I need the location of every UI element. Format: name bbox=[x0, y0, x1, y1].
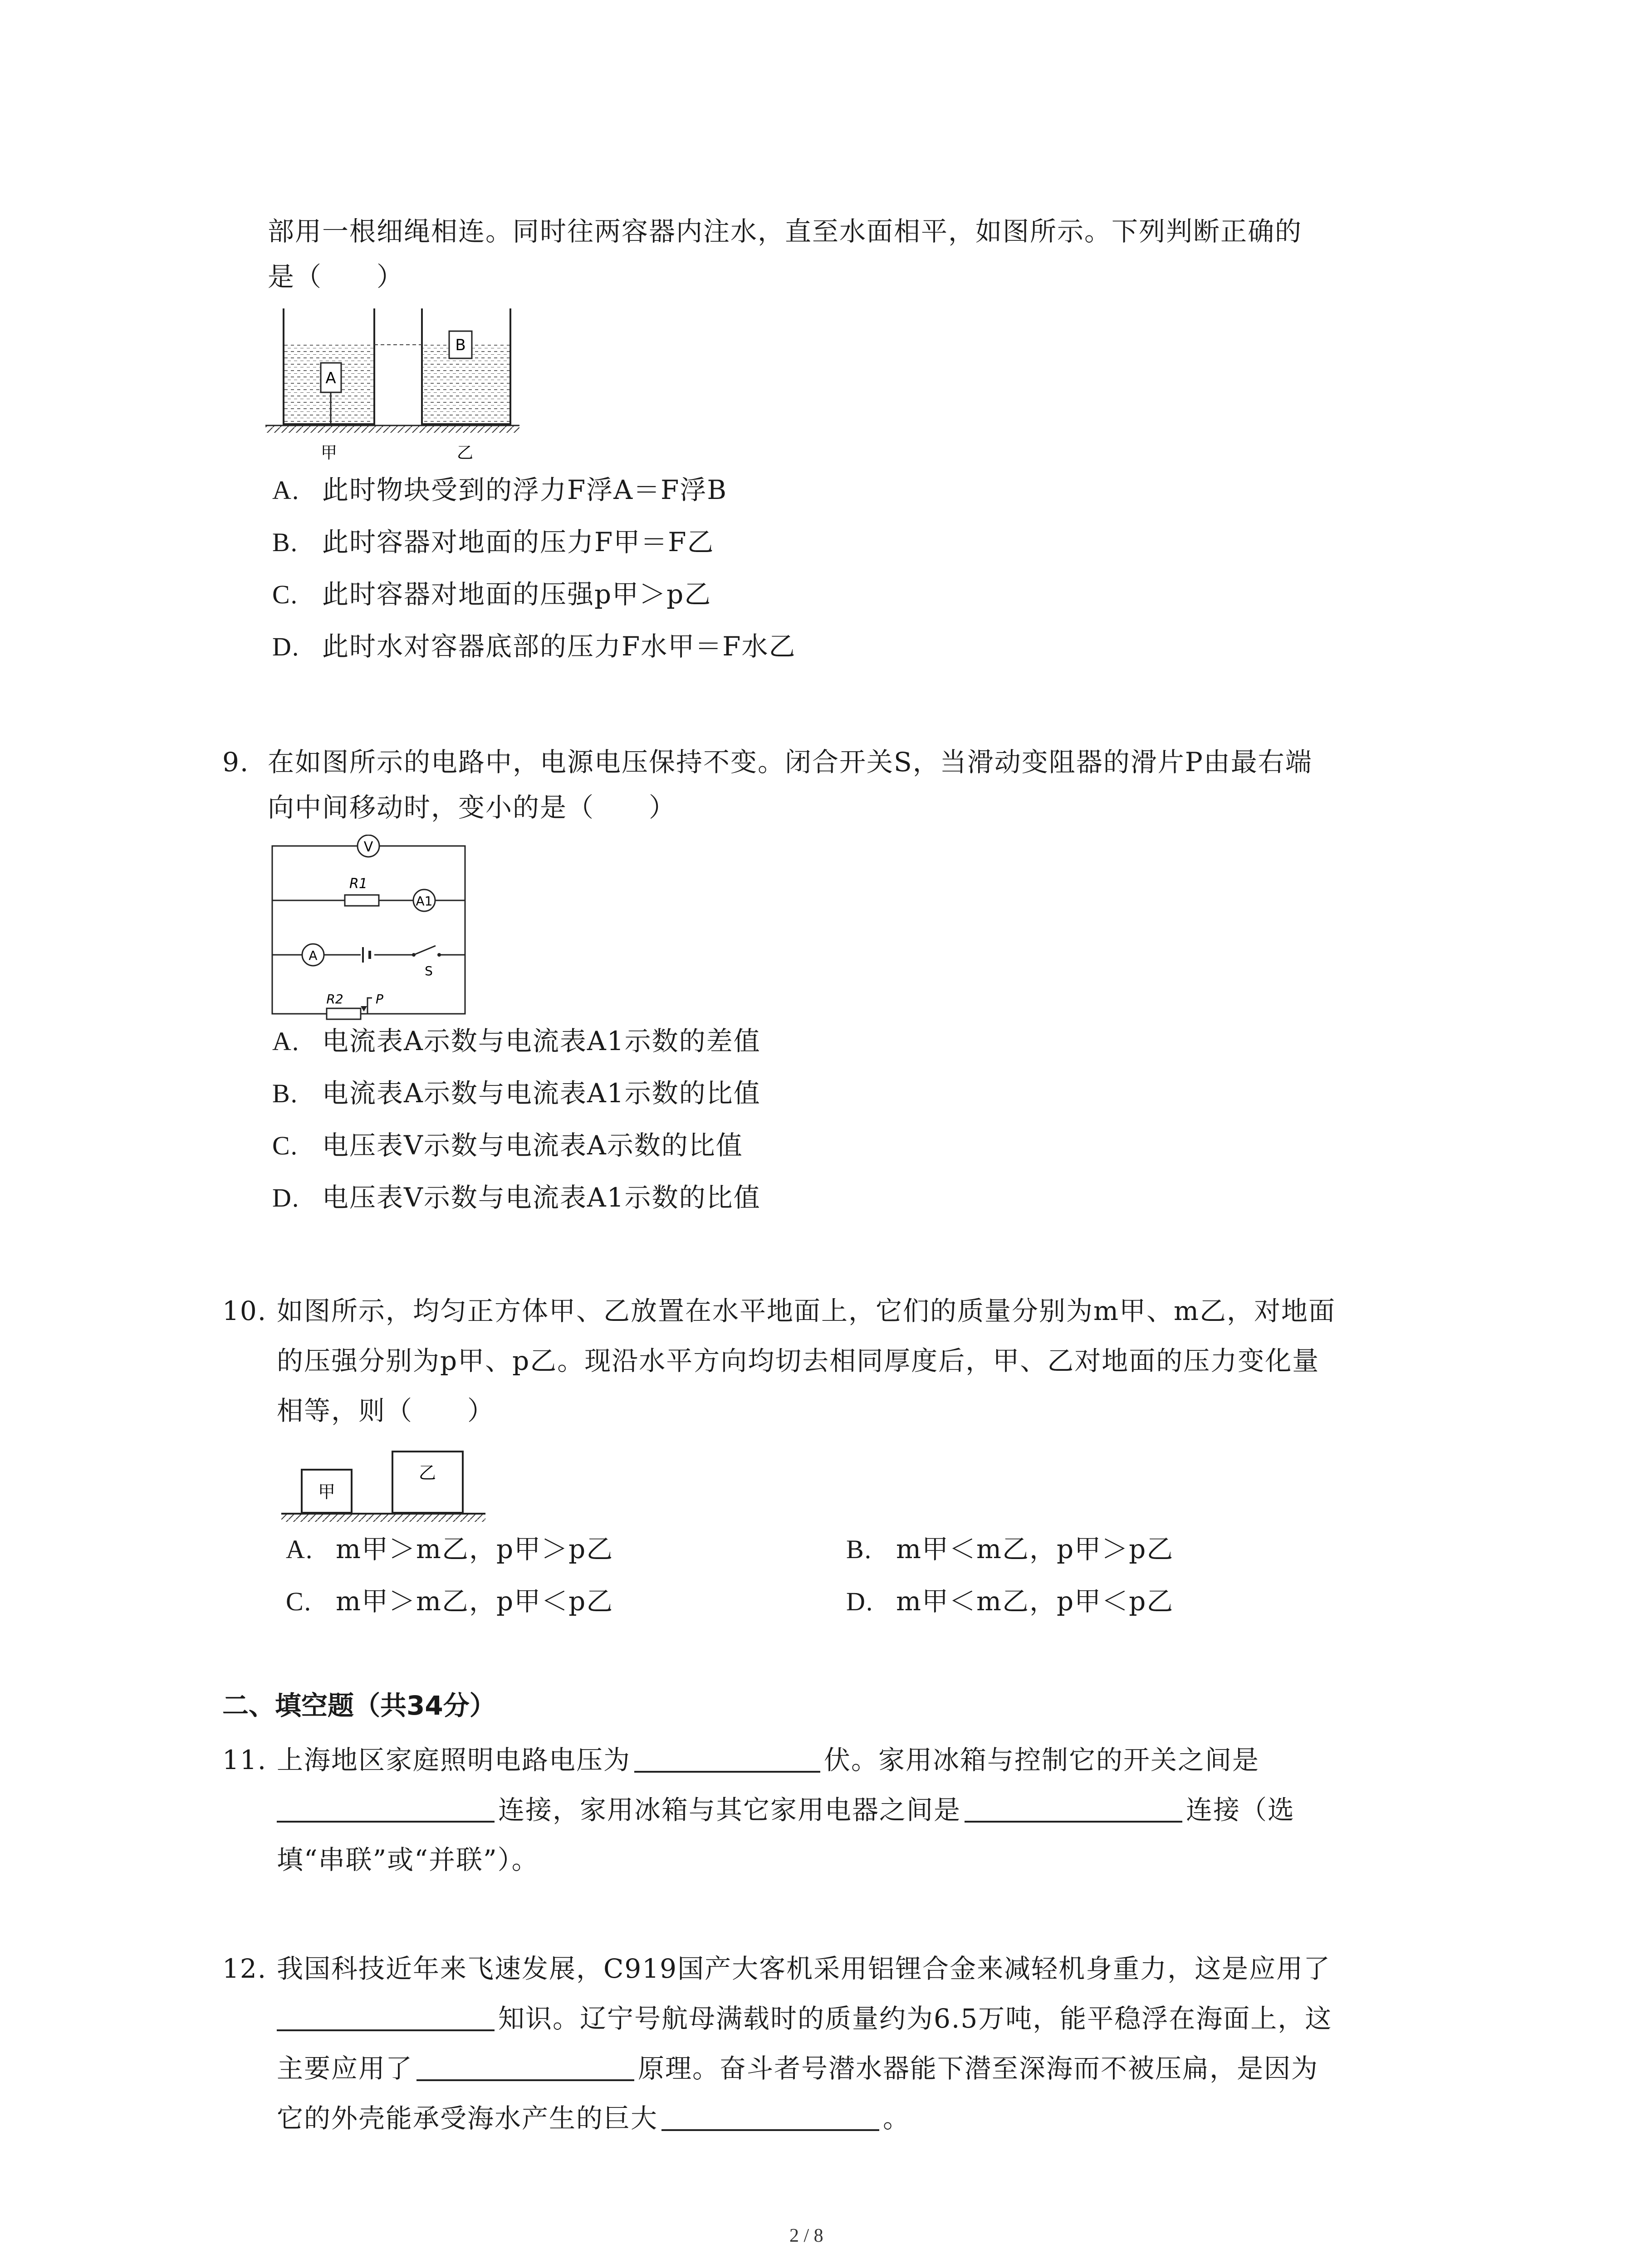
q12-blank-1[interactable] bbox=[277, 2004, 495, 2031]
svg-text:P: P bbox=[376, 992, 383, 1007]
q10-stem-line1: 如图所示，均匀正方体甲、乙放置在水平地面上，它们的质量分别为m甲、m乙，对地面 bbox=[277, 1295, 1336, 1326]
q12-line2: 知识。辽宁号航母满载时的质量约为6.5万吨，能平稳浮在海面上，这 bbox=[277, 2000, 1332, 2037]
q11-blank-3[interactable] bbox=[965, 1795, 1182, 1823]
q11-line3: 填“串联”或“并联”）。 bbox=[277, 1844, 539, 1875]
q8-option-d: D. 此时水对容器底部的压力F水甲＝F水乙 bbox=[272, 631, 796, 662]
q12-number: 12. bbox=[222, 1953, 267, 1984]
svg-text:甲: 甲 bbox=[318, 1482, 336, 1502]
svg-text:S: S bbox=[425, 963, 433, 978]
q10-option-a: A. m甲＞m乙，p甲＞p乙 bbox=[286, 1534, 614, 1564]
q8-containers-figure bbox=[265, 304, 519, 472]
q12-line1: 我国科技近年来飞速发展，C919国产大客机采用铝锂合金来减轻机身重力，这是应用了 bbox=[277, 1953, 1331, 1984]
q9-stem-line1: 在如图所示的电路中，电源电压保持不变。闭合开关S，当滑动变阻器的滑片P由最右端 bbox=[268, 747, 1313, 777]
q8-option-b: B. 此时容器对地面的压力F甲＝F乙 bbox=[272, 527, 715, 557]
svg-text:乙: 乙 bbox=[418, 1463, 436, 1483]
q9-circuit-figure bbox=[268, 835, 476, 1025]
q11-blank-2[interactable] bbox=[277, 1795, 495, 1823]
q12-blank-3[interactable] bbox=[661, 2104, 879, 2131]
q11-line2: 连接，家用冰箱与其它家用电器之间是 连接（选 bbox=[277, 1792, 1295, 1828]
svg-text:A1: A1 bbox=[416, 894, 433, 909]
q9-stem-line2: 向中间移动时，变小的是（ ） bbox=[268, 792, 676, 823]
q9-option-d: D. 电压表V示数与电流表A1示数的比值 bbox=[272, 1182, 761, 1213]
svg-text:乙: 乙 bbox=[456, 444, 474, 462]
q10-number: 10. bbox=[222, 1295, 267, 1326]
q12-blank-2[interactable] bbox=[416, 2054, 634, 2081]
svg-text:A: A bbox=[325, 369, 336, 387]
q9-option-a: A. 电流表A示数与电流表A1示数的差值 bbox=[272, 1026, 761, 1056]
svg-text:B: B bbox=[455, 336, 466, 354]
q9-option-b: B. 电流表A示数与电流表A1示数的比值 bbox=[272, 1078, 761, 1109]
svg-text:R2: R2 bbox=[326, 992, 343, 1007]
q11-blank-1[interactable] bbox=[634, 1745, 820, 1773]
q10-cubes-figure bbox=[281, 1447, 495, 1524]
q10-stem-line3: 相等，则（ ） bbox=[277, 1395, 495, 1426]
section-title: 二、填空题（共34分） bbox=[222, 1690, 496, 1721]
svg-text:V: V bbox=[363, 839, 373, 855]
q10-option-c: C. m甲＞m乙，p甲＜p乙 bbox=[286, 1586, 614, 1617]
q10-option-d: D. m甲＜m乙，p甲＜p乙 bbox=[846, 1586, 1174, 1617]
q8-option-a: A. 此时物块受到的浮力F浮A＝F浮B bbox=[272, 474, 727, 505]
svg-text:甲: 甲 bbox=[320, 444, 338, 462]
q8-stem-line2: 是（ ） bbox=[268, 261, 404, 292]
svg-text:R1: R1 bbox=[349, 876, 367, 892]
q10-option-b: B. m甲＜m乙，p甲＞p乙 bbox=[846, 1534, 1174, 1564]
svg-text:A: A bbox=[309, 948, 318, 963]
q8-option-c: C. 此时容器对地面的压强p甲＞p乙 bbox=[272, 579, 712, 610]
q10-stem-line2: 的压强分别为p甲、p乙。现沿水平方向均切去相同厚度后，甲、乙对地面的压力变化量 bbox=[277, 1345, 1320, 1376]
q8-stem-line1: 部用一根细绳相连。同时往两容器内注水，直至水面相平，如图所示。下列判断正确的 bbox=[268, 216, 1303, 247]
q9-option-c: C. 电压表V示数与电流表A示数的比值 bbox=[272, 1130, 743, 1161]
q12-line3: 主要应用了 原理。奋斗者号潜水器能下潜至深海而不被压扁，是因为 bbox=[277, 2053, 1319, 2084]
q11-number: 11. bbox=[222, 1745, 267, 1775]
q9-number: 9. bbox=[222, 747, 250, 777]
page-number: 2 / 8 bbox=[789, 2225, 823, 2246]
q11-line1: 上海地区家庭照明电路电压为 伏。家用冰箱与控制它的开关之间是 bbox=[277, 1745, 1260, 1775]
q12-line4: 它的外壳能承受海水产生的巨大 。 bbox=[277, 2103, 911, 2134]
